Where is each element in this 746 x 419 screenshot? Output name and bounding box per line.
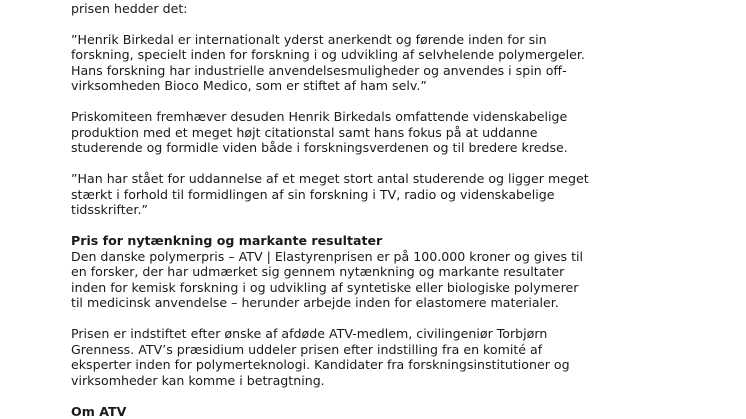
paragraph-line: inden for kemisk forskning i og udvikling af syntetiske eller biologiske polymerer: [71, 279, 579, 295]
quote-line: ”Han har stået for uddannelse af et meget stort antal studerende og ligger meget: [71, 171, 589, 186]
quote-line: Hans forskning har industrielle anvendelsesmuligheder og anvendes i spin off-: [71, 62, 567, 78]
paragraph-line: studerende og formidle viden både i forskningsverdenen og til bredere kredse.: [71, 140, 568, 155]
intro-line: prisen hedder det:: [71, 0, 188, 16]
paragraph-gap: [71, 388, 591, 404]
paragraph-priskomite: [71, 109, 591, 156]
paragraph-line: til medicinsk anvendelse – herunder arbejde inden for elastomere materialer.: [71, 295, 559, 310]
section-heading: Pris for nytænkning og markante resultater: [71, 233, 383, 248]
quote-line: stærkt i forhold til formidlingen af sin forskning i TV, radio og videnskabelige: [71, 186, 555, 202]
section-heading: Om ATV: [71, 403, 127, 419]
document-page: [71, 0, 591, 419]
paragraph-line: produktion med et meget højt citationstal samt hans fokus på at uddanne: [71, 124, 538, 140]
paragraph-indstiftet: [71, 326, 591, 388]
paragraph-line: Priskomiteen fremhæver desuden Henrik Birkedals omfattende videnskabelige: [71, 109, 568, 124]
quote-birkedal: [71, 32, 591, 94]
paragraph-line: en forsker, der har udmærket sig gennem nytænkning og markante resultater: [71, 264, 565, 279]
paragraph-line: Grenness. ATV’s præsidium uddeler prisen efter indstilling fra en komité af: [71, 341, 543, 357]
paragraph-line: eksperter inden for polymerteknologi. Kandidater fra forskningsinstitutioner og: [71, 357, 570, 372]
quote-uddannelse: [71, 171, 591, 218]
paragraph-line: Prisen er indstiftet efter ønske af afdøde ATV-medlem, civilingeniør Torbjørn: [71, 326, 548, 341]
paragraph-gap: [71, 94, 591, 110]
quote-line: forskning, specielt inden for forskning i og udvikling af selvhelende polymergeler.: [71, 47, 585, 62]
section-pris: [71, 233, 591, 311]
paragraph-gap: [71, 16, 591, 32]
paragraph-gap: [71, 156, 591, 172]
quote-line: virksomheden Bioco Medico, som er stiftet af ham selv.”: [71, 78, 427, 93]
paragraph-gap: [71, 311, 591, 327]
paragraph-line: virksomheder kan komme i betragtning.: [71, 372, 325, 388]
quote-line: ”Henrik Birkedal er internationalt yderst anerkendt og førende inden for sin: [71, 31, 547, 47]
paragraph-line: Den danske polymerpris – ATV | Elastyrenprisen er på 100.000 kroner og gives til: [71, 248, 584, 264]
quote-line: tidsskrifter.”: [71, 202, 148, 217]
paragraph-gap: [71, 218, 591, 234]
